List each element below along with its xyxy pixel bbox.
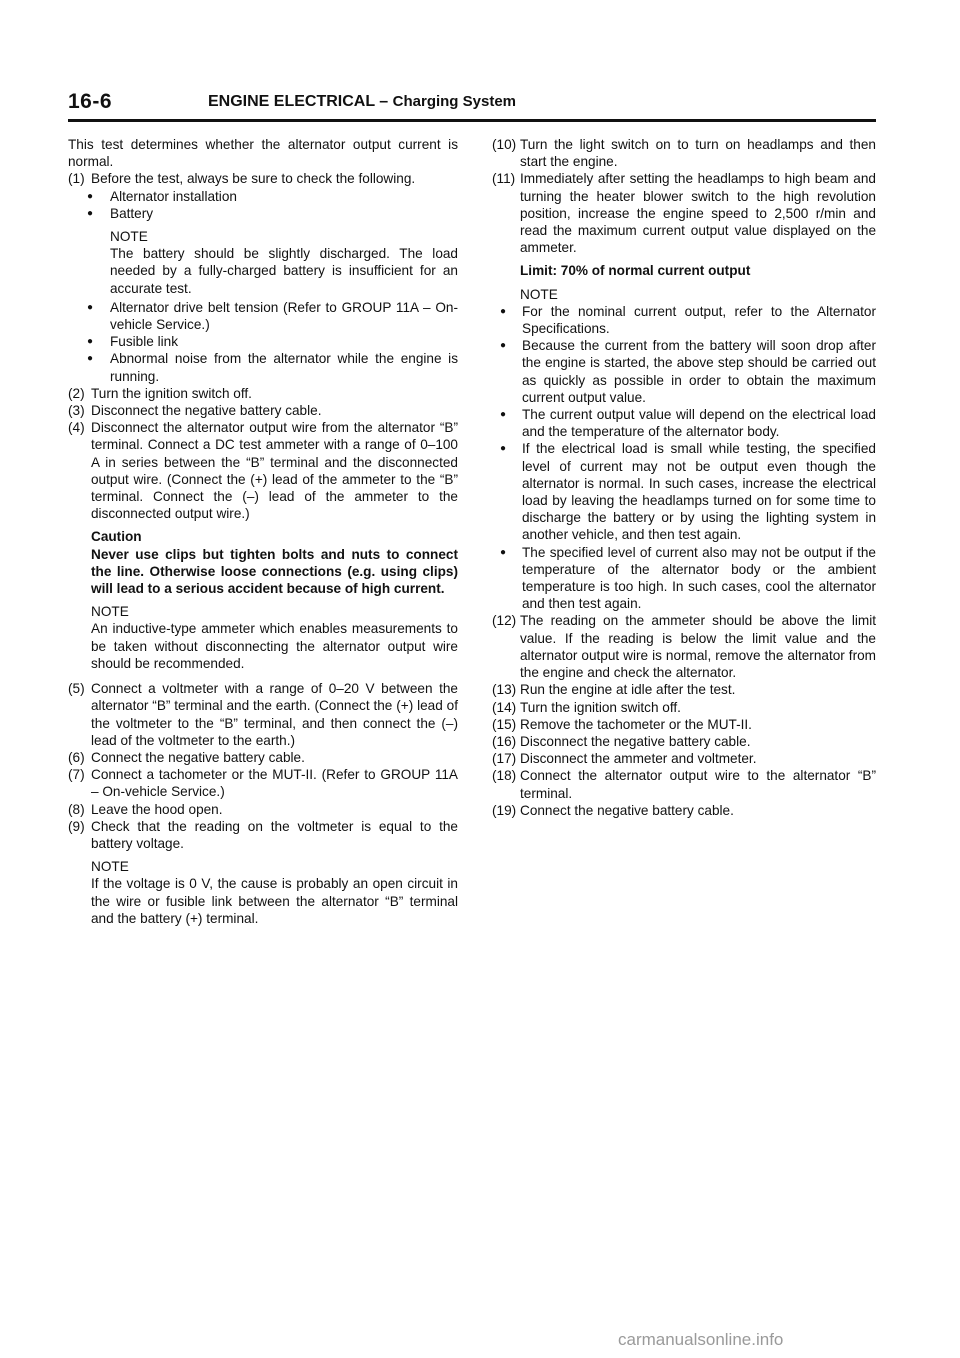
intro-paragraph: This test determines whether the alternator output current is normal. bbox=[68, 137, 458, 170]
note-text: The battery should be slightly discharged. The load needed by a fully-charged battery is insufficient for an accurate test. bbox=[110, 246, 458, 296]
step-text: Connect the negative battery cable. bbox=[91, 749, 305, 765]
check-bullet: ● Battery bbox=[68, 205, 458, 222]
step-text: Disconnect the negative battery cable. bbox=[91, 403, 322, 419]
step-number: (4) bbox=[68, 420, 85, 436]
step-number: (3) bbox=[68, 403, 85, 419]
step-19 bbox=[492, 802, 876, 819]
step-5 bbox=[68, 680, 458, 749]
step-number: (8) bbox=[68, 801, 85, 817]
step-text: Disconnect the ammeter and voltmeter. bbox=[520, 751, 757, 767]
note-bullet: ● If the electrical load is small while testing, the specified level of current may not be output even though the alternator is normal. In such cases, increase the electrical load by leaving the headlamps turned on for some time to discharge the battery or by using the lighting system in another vehicle, and then test again. bbox=[492, 440, 876, 543]
step-number: (19) bbox=[492, 802, 517, 818]
step-3 bbox=[68, 402, 458, 419]
step-text: Connect the negative battery cable. bbox=[520, 802, 734, 818]
step-15 bbox=[492, 716, 876, 733]
step-7 bbox=[68, 766, 458, 800]
note-text: An inductive-type ammeter which enables measurements to be taken without disconnecting the alternator output wire should be recommended. bbox=[91, 621, 458, 671]
step-number: (10) bbox=[492, 137, 517, 152]
step-text: Connect a tachometer or the MUT-II. (Refer to GROUP 11A – On-vehicle Service.) bbox=[91, 767, 458, 800]
step-text: Remove the tachometer or the MUT-II. bbox=[520, 716, 752, 732]
step-number: (15) bbox=[492, 716, 517, 732]
limit-spec: Limit: 70% of normal current output bbox=[520, 263, 751, 279]
step-number: (13) bbox=[492, 682, 517, 698]
step-10 bbox=[492, 136, 876, 170]
note-voltage bbox=[68, 858, 458, 927]
step-text: Before the test, always be sure to check the following. bbox=[91, 171, 416, 187]
check-bullet: ● Alternator installation bbox=[68, 188, 458, 205]
step-number: (2) bbox=[68, 385, 85, 401]
watermark-link[interactable]: carmanualsonline.info bbox=[618, 1330, 784, 1349]
note-label: NOTE bbox=[91, 604, 129, 620]
step-11 bbox=[492, 170, 876, 256]
step-16 bbox=[492, 733, 876, 750]
step-text: Connect the alternator output wire to the alternator “B” terminal. bbox=[520, 768, 876, 801]
step-2 bbox=[68, 385, 458, 402]
step-text: Connect a voltmeter with a range of 0–20 V between the alternator “B” terminal and the earth. (Connect the (+) lead of the voltmeter to the “B” terminal, and then connect the (–) lead of the voltmeter to the earth.) bbox=[91, 681, 458, 748]
step-text: Disconnect the negative battery cable. bbox=[520, 733, 751, 749]
step-number: (5) bbox=[68, 681, 85, 697]
step-13 bbox=[492, 681, 876, 698]
check-bullet: ● Abnormal noise from the alternator while the engine is running. bbox=[68, 350, 458, 384]
note-label: NOTE bbox=[520, 286, 558, 302]
step-text: Disconnect the alternator output wire from the alternator “B” terminal. Connect a DC test ammeter with a range of 0–100 A in series between the “B” terminal and the disconnected output wire. (Connect the (+) lead of the ammeter to the “B” terminal. Connect the (–) lead of the ammeter to the disconnected output wire.) bbox=[91, 420, 458, 522]
step-number: (16) bbox=[492, 733, 517, 749]
step-text: Check that the reading on the voltmeter is equal to the battery voltage. bbox=[91, 818, 458, 851]
note-bullet: ● The current output value will depend on the electrical load and the temperature of the alternator body. bbox=[492, 406, 876, 440]
step-number: (11) bbox=[492, 171, 516, 187]
step-6 bbox=[68, 749, 458, 766]
step-text: Turn the light switch on to turn on headlamps and then start the engine. bbox=[520, 137, 876, 170]
step-number: (18) bbox=[492, 768, 517, 784]
left-column bbox=[68, 136, 458, 929]
section-title: ENGINE ELECTRICAL bbox=[208, 93, 375, 110]
step-number: (14) bbox=[492, 699, 517, 715]
step-18 bbox=[492, 767, 876, 801]
step-text: Immediately after setting the headlamps to high beam and turning the heater blower switch to the high revolution position, increase the engine speed to 2,500 r/min and read the maximum current output value displayed on the ammeter. bbox=[520, 171, 876, 256]
note-ammeter bbox=[68, 603, 458, 672]
note-text: If the voltage is 0 V, the cause is probably an open circuit in the wire or fusible link between the alternator “B” terminal and the battery (+) terminal. bbox=[91, 876, 458, 926]
step-1 bbox=[68, 170, 458, 187]
note-bullet: ● Because the current from the battery will soon drop after the engine is started, the above step should be carried out as quickly as possible in order to obtain the maximum current output value. bbox=[492, 337, 876, 406]
page-number: 16-6 bbox=[68, 90, 113, 113]
step-number: (6) bbox=[68, 749, 85, 765]
check-bullet: ● Alternator drive belt tension (Refer to GROUP 11A – On-vehicle Service.) bbox=[68, 299, 458, 333]
step-number: (7) bbox=[68, 767, 85, 783]
step-text: Leave the hood open. bbox=[91, 801, 223, 817]
caution-label: Caution bbox=[91, 529, 142, 545]
step-number: (17) bbox=[492, 751, 517, 767]
step-number: (12) bbox=[492, 613, 517, 629]
subsection-title: Charging System bbox=[392, 93, 517, 110]
note-label: NOTE bbox=[91, 859, 129, 875]
step-text: Turn the ignition switch off. bbox=[520, 699, 681, 715]
caution-block bbox=[68, 528, 458, 597]
page-title bbox=[208, 93, 516, 111]
check-bullet: ● Fusible link bbox=[68, 333, 458, 350]
step-14 bbox=[492, 699, 876, 716]
step-8 bbox=[68, 801, 458, 818]
step-4 bbox=[68, 419, 458, 522]
note-bullet: ● For the nominal current output, refer to the Alternator Specifications. bbox=[492, 303, 876, 337]
header-rule bbox=[68, 119, 876, 122]
step-text: Turn the ignition switch off. bbox=[91, 385, 252, 401]
step-text: Run the engine at idle after the test. bbox=[520, 682, 736, 698]
caution-text: Never use clips but tighten bolts and nuts to connect the line. Otherwise loose connections (e.g. using clips) will lead to a serious accident because of high current. bbox=[91, 546, 458, 597]
step-number: (1) bbox=[68, 171, 85, 187]
page-header bbox=[68, 90, 876, 122]
step-number: (9) bbox=[68, 818, 85, 834]
right-column bbox=[492, 136, 876, 819]
step-text: The reading on the ammeter should be above the limit value. If the reading is below the limit value and the alternator output wire is normal, remove the alternator from the engine and check the alternator. bbox=[520, 613, 876, 681]
title-separator: – bbox=[379, 93, 389, 110]
step-17 bbox=[492, 750, 876, 767]
step-12 bbox=[492, 612, 876, 681]
note-battery bbox=[68, 228, 458, 297]
step-9 bbox=[68, 818, 458, 852]
note-bullet: ● The specified level of current also may not be output if the temperature of the alternator body or the ambient temperature is too high. In such cases, cool the alternator and then test again. bbox=[492, 544, 876, 613]
note-label: NOTE bbox=[110, 229, 148, 245]
